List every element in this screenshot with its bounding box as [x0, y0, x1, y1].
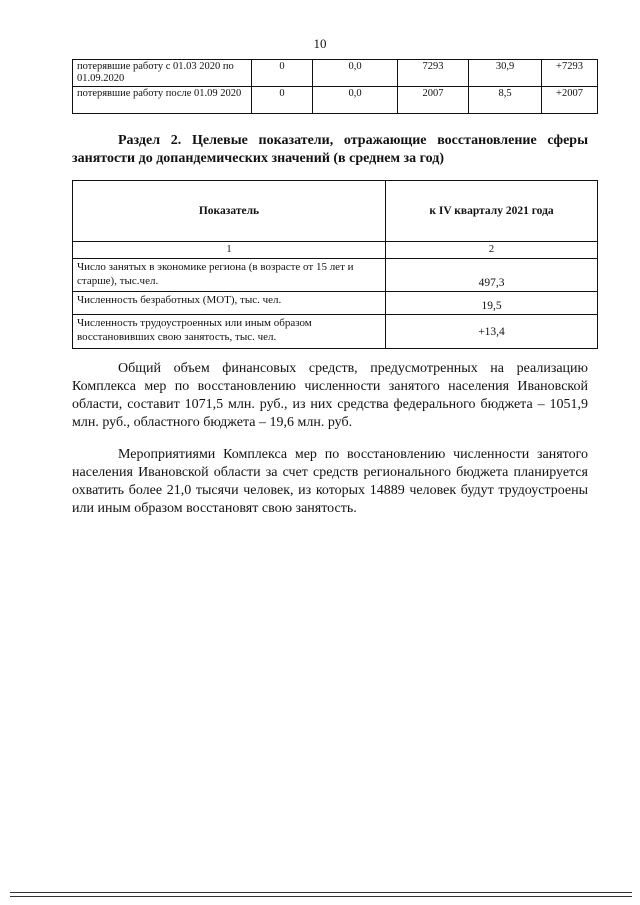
cell: 0,0 [313, 87, 398, 114]
job-loss-table [72, 59, 598, 114]
column-index: 2 [386, 242, 598, 259]
indicator-value: +13,4 [386, 315, 598, 349]
cell: 0 [252, 60, 313, 87]
table-row [73, 292, 598, 315]
indicators-table [72, 180, 598, 349]
indicator-label: Число занятых в экономике региона (в возрасте от 15 лет и старше), тыс.чел. [73, 259, 386, 292]
indicator-label: Численность трудоустроенных или иным образом восстановивших свою занятость, тыс. чел. [73, 315, 386, 349]
header-value: к IV кварталу 2021 года [386, 181, 598, 242]
cell: +2007 [542, 87, 598, 114]
indicator-label: Численность безработных (МОТ), тыс. чел. [73, 292, 386, 315]
table-row [73, 315, 598, 349]
paragraph-funding: Общий объем финансовых средств, предусмотренных на реализацию Комплекса мер по восстановлению численности занятого населения Ивановской области, составит 1071,5 млн. руб., из них средства федерального бюджета – 1051,9 млн. руб., областного бюджета – 19,6 млн. руб. [72, 361, 588, 430]
section-heading: Раздел 2. Целевые показатели, отражающие восстановление сферы занятости до допандемических значений (в среднем за год) [72, 133, 588, 166]
cell: +7293 [542, 60, 598, 87]
cell: 0,0 [313, 60, 398, 87]
page-number: 10 [313, 36, 327, 51]
header-indicator: Показатель [73, 181, 386, 242]
row-label: потерявшие работу с 01.03 2020 по 01.09.2020 [73, 60, 252, 87]
table-row [73, 259, 598, 292]
paragraph-coverage: Мероприятиями Комплекса мер по восстановлению численности занятого населения Ивановской области за счет средств регионального бюджета планируется охватить более 21,0 тысячи человек, из которых 14889 человек будут трудоустроены или иным образом восстановят свою занятость. [72, 447, 588, 516]
table-row [73, 60, 598, 87]
cell: 8,5 [469, 87, 542, 114]
bottom-border [10, 892, 632, 897]
cell: 30,9 [469, 60, 542, 87]
row-label: потерявшие работу после 01.09 2020 [73, 87, 252, 114]
table-row [73, 87, 598, 114]
cell: 0 [252, 87, 313, 114]
cell: 7293 [398, 60, 469, 87]
table-header-row [73, 181, 598, 242]
column-index-row [73, 242, 598, 259]
indicator-value: 497,3 [386, 259, 598, 292]
indicator-value: 19,5 [386, 292, 598, 315]
cell: 2007 [398, 87, 469, 114]
column-index: 1 [73, 242, 386, 259]
